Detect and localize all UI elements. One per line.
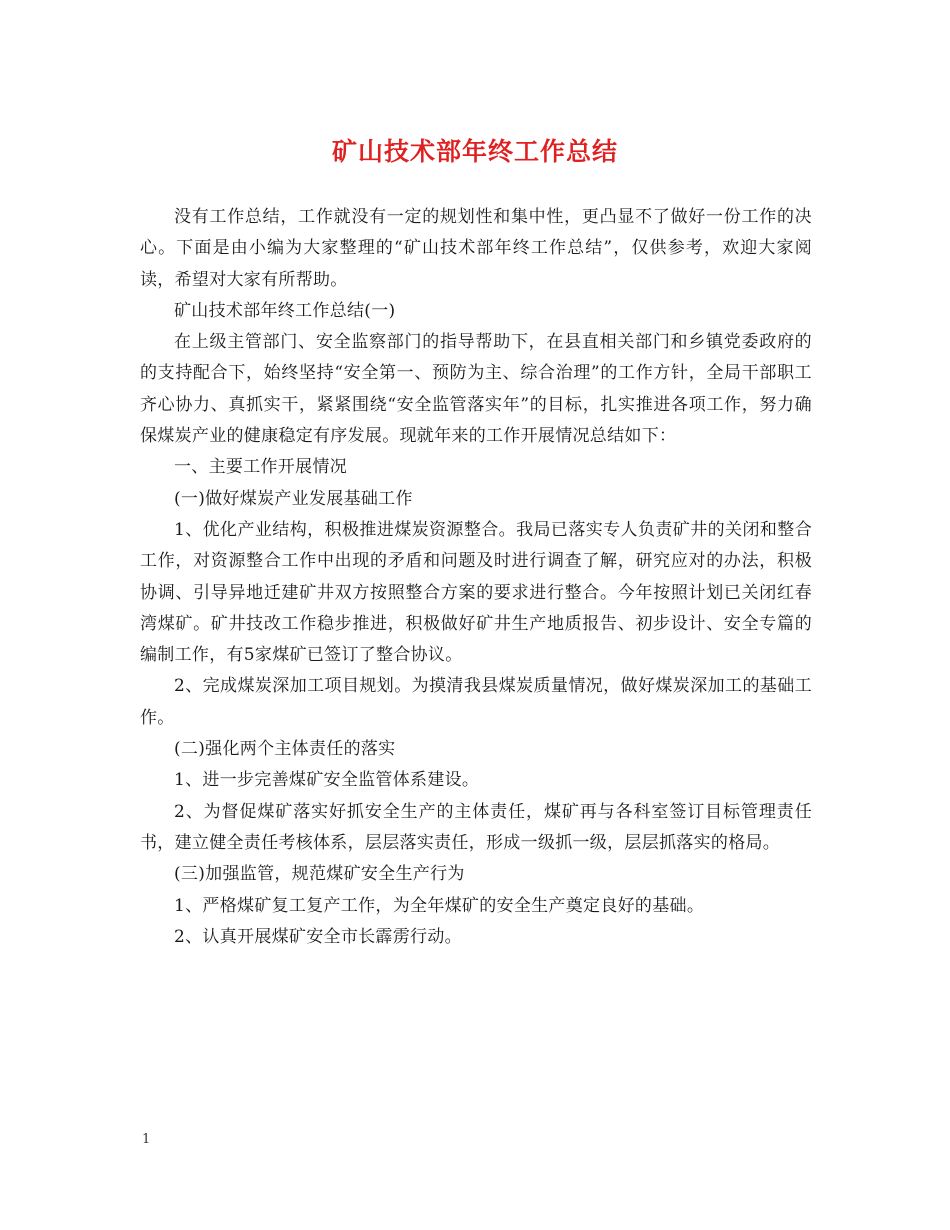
paragraph-item-1-1: 1、优化产业结构，积极推进煤炭资源整合。我局已落实专人负责矿井的关闭和整合工作，对资源整合工作中出现的矛盾和问题及时进行调查了解，研究应对的办法，积极协调、引导异地迁建矿井双方按照整合方案的要求进行整合。今年按照计划已关闭红春湾煤矿。矿井技改工作稳步推进，积极做好矿井生产地质报告、初步设计、安全专篇的编制工作，有5家煤矿已签订了整合协议。 xyxy=(140,519,812,666)
document-title: 矿山技术部年终工作总结 xyxy=(331,137,618,166)
paragraph-item-3-1: 1、严格煤矿复工复产工作，为全年煤矿的安全生产奠定良好的基础。 xyxy=(174,895,705,916)
paragraph-item-2-1: 1、进一步完善煤矿安全监管体系建设。 xyxy=(174,770,480,791)
page-number: 1 xyxy=(142,1132,151,1147)
document-body xyxy=(140,202,812,953)
paragraph-item-2-2: 2、为督促煤矿落实好抓安全生产的主体责任，煤矿再与各科室签订目标管理责任书，建立健全责任考核体系，层层落实责任，形成一级抓一级，层层抓落实的格局。 xyxy=(140,801,812,853)
paragraph-overview: 在上级主管部门、安全监察部门的指导帮助下，在县直相关部门和乡镇党委政府的的支持配合下，始终坚持“安全第一、预防为主、综合治理”的工作方针，全局干部职工齐心协力、真抓实干，紧紧围绕“安全监管落实年”的目标，扎实推进各项工作，努力确保煤炭产业的健康稳定有序发展。现就年来的工作开展情况总结如下： xyxy=(140,332,812,447)
paragraph-item-1-2: 2、完成煤炭深加工项目规划。为摸清我县煤炭质量情况，做好煤炭深加工的基础工作。 xyxy=(140,676,812,728)
paragraph-subheading-2: (二)强化两个主体责任的落实 xyxy=(174,739,396,760)
paragraph-subheading-3: (三)加强监管，规范煤矿安全生产行为 xyxy=(174,864,465,885)
paragraph-section-heading: 矿山技术部年终工作总结(一) xyxy=(174,300,396,321)
paragraph-item-3-2: 2、认真开展煤矿安全市长霹雳行动。 xyxy=(174,926,462,947)
paragraph-heading-main-work: 一、主要工作开展情况 xyxy=(174,457,347,478)
paragraph-subheading-1: (一)做好煤炭产业发展基础工作 xyxy=(174,488,413,509)
paragraph-intro: 没有工作总结，工作就没有一定的规划性和集中性，更凸显不了做好一份工作的决心。下面是由小编为大家整理的“矿山技术部年终工作总结”，仅供参考，欢迎大家阅读，希望对大家有所帮助。 xyxy=(140,207,812,290)
